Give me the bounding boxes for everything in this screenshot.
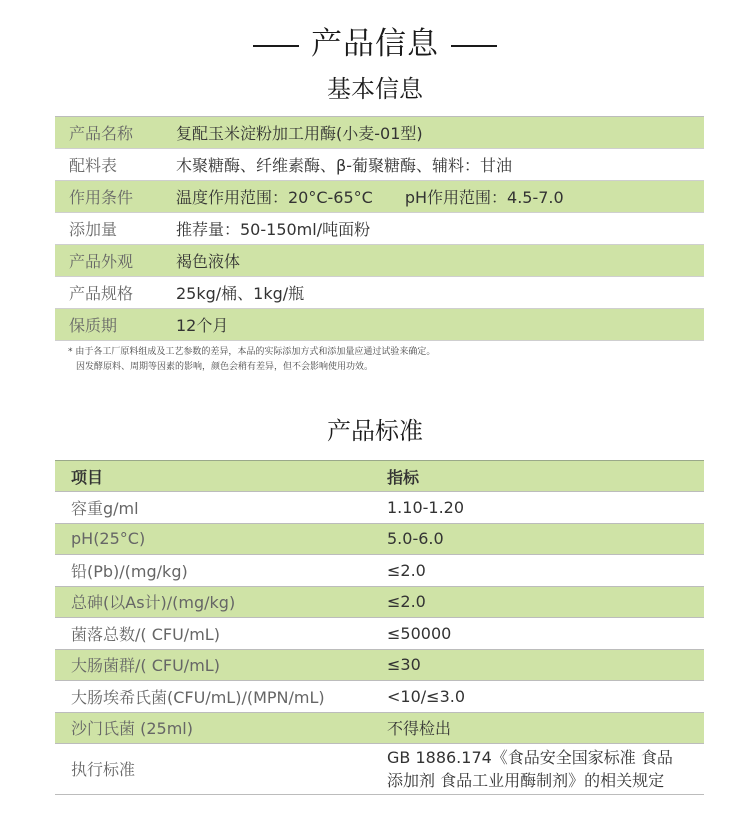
standard-item: 大肠埃希氏菌(CFU/mL)/(MPN/mL) [55,681,381,713]
standard-spec: <10/≤3.0 [381,681,704,713]
standard-item: pH(25°C) [55,523,381,555]
standard-spec: 5.0-6.0 [381,523,704,555]
table-row [55,309,704,341]
row-label: 配料表 [69,156,118,175]
standard-item: 菌落总数/( CFU/mL) [55,618,381,650]
header-spec: 指标 [381,461,704,492]
table-row [55,117,704,149]
footnote-line: * 由于各工厂原料组成及工艺参数的差异，本品的实际添加方式和添加量应通过试验来确定。 [68,347,436,357]
table-row [55,213,704,245]
standard-spec-line: GB 1886.174《食品安全国家标准 食品 [387,748,673,767]
section-title-standard: 产品标准 [327,417,423,445]
table-header-row [55,461,704,492]
standard-spec: ≤50000 [381,618,704,650]
standard-item: 大肠菌群/( CFU/mL) [55,649,381,681]
row-label: 作用条件 [69,188,134,207]
row-value: 木聚糖酶、纤维素酶、β-葡聚糖酶、辅料：甘油 [176,156,512,175]
row-label: 产品规格 [69,284,134,303]
table-row [55,586,704,618]
temperature-range: 温度作用范围：20°C-65°C [176,188,373,207]
standard-item: 总砷(以As计)/(mg/kg) [55,586,381,618]
row-label: 添加量 [69,220,118,239]
standard-item: 容重g/ml [55,492,381,524]
standard-spec: 1.10-1.20 [381,492,704,524]
table-row [55,277,704,309]
table-row [55,555,704,587]
table-row [55,649,704,681]
section-title-basic: 基本信息 [327,75,423,103]
row-label: 产品名称 [69,124,134,143]
table-row [55,681,704,713]
standard-spec: 不得检出 [381,712,704,744]
standard-spec: ≤2.0 [381,555,704,587]
standard-item: 执行标准 [55,744,381,795]
standard-item: 沙门氏菌 (25ml) [55,712,381,744]
row-label: 保质期 [69,316,118,335]
title-dash-right [451,45,497,47]
basic-info-table [55,116,704,341]
standard-spec: ≤2.0 [381,586,704,618]
standard-spec [381,744,704,795]
title-dash-left [253,45,299,47]
table-row [55,181,704,213]
table-row [55,492,704,524]
ph-range: pH作用范围：4.5-7.0 [404,188,564,207]
page-title [0,22,750,66]
standard-spec-line: 添加剂 食品工业用酶制剂》的相关规定 [387,771,665,790]
table-row [55,744,704,795]
table-row [55,618,704,650]
title-text: 产品信息 [311,26,439,62]
table-row [55,149,704,181]
standard-item: 铅(Pb)/(mg/kg) [55,555,381,587]
row-value: 推荐量：50-150ml/吨面粉 [176,220,371,239]
standard-table [55,460,704,795]
row-value: 25kg/桶、1kg/瓶 [176,284,305,303]
footnote-line: 因发酵原料、周期等因素的影响，颜色会稍有差异，但不会影响使用功效。 [76,362,374,372]
row-value [176,181,704,213]
table-row [55,245,704,277]
table-row [55,712,704,744]
row-value: 12个月 [176,316,229,335]
header-item: 项目 [55,461,381,492]
row-value: 褐色液体 [176,252,241,271]
table-row [55,523,704,555]
row-label: 产品外观 [69,252,134,271]
standard-spec: ≤30 [381,649,704,681]
row-value: 复配玉米淀粉加工用酶(小麦-01型) [176,124,423,143]
footnotes [68,345,435,375]
